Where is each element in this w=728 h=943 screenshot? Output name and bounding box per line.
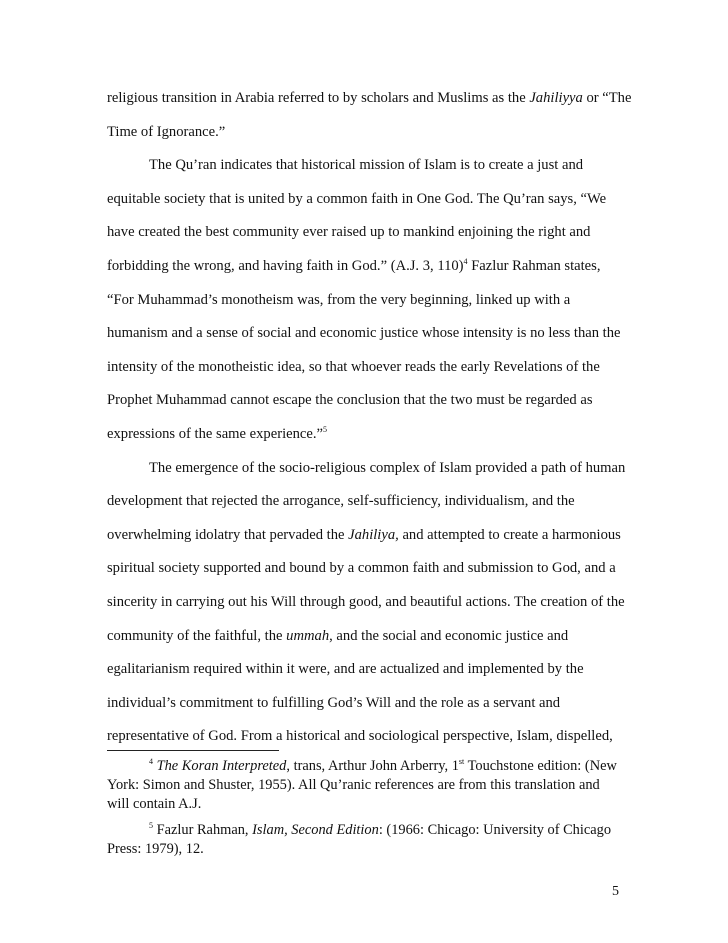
text-run: The Qu’ran indicates that historical mission of Islam is to create a just and [149,157,584,174]
text-run: sincerity in carrying out his Will through good, and beautiful actions. The creation of the [107,593,625,610]
italic-text: Islam, Second Edition [252,822,379,838]
text-run: will contain A.J. [107,796,202,812]
text-run: intensity of the monotheistic idea, so that whoever reads the early Revelations of the [107,358,600,375]
text-run: spiritual society supported and bound by a common faith and submission to God, and a [107,560,616,577]
text-run: expressions of the same experience.” [107,425,323,442]
footnote-reference: st [458,757,465,766]
text-line [107,620,625,654]
text-run: Touchstone edition: (New [464,758,617,774]
text-line [107,452,625,486]
text-run: The emergence of the socio-religious complex of Islam provided a path of human [149,459,626,476]
text-run: : (1966: Chicago: University of Chicago [378,822,612,838]
text-run: forbidding the wrong, and having faith in God.” (A.J. 3, 110) [107,257,464,274]
text-run: individual’s commitment to fulfilling God’s Will and the role as a servant and [107,694,561,711]
text-run: Prophet Muhammad cannot escape the conclusion that the two must be regarded as [107,392,593,409]
text-line [107,653,625,687]
footnote-4 [107,757,627,814]
text-run: Time of Ignorance.” [107,123,226,140]
text-run: Press: 1979), 12. [107,841,204,857]
footnote-reference: 4 [463,256,468,266]
text-run: “For Muhammad’s monotheism was, from the very beginning, linked up with a [107,291,571,308]
footnote-separator [107,750,279,751]
text-line [107,250,625,284]
text-run: equitable society that is united by a common faith in One God. The Qu’ran says, “We [107,190,607,207]
text-line [107,82,632,116]
text-run: Fazlur Rahman states, [467,257,601,274]
italic-text: The Koran Interpreted [156,758,287,774]
text-run: Fazlur Rahman, [153,822,253,838]
italic-text: Jahiliyya [529,90,583,106]
text-run: overwhelming idolatry that pervaded the [107,526,349,543]
footnote-line [107,795,627,814]
text-run: or “The [582,90,632,106]
text-line [107,284,625,318]
italic-text: Jahiliya, [348,526,399,543]
footnote-reference: 5 [149,821,153,830]
text-run: egalitarianism required within it were, and are actualized and implemented by the [107,661,584,678]
text-line [107,687,625,721]
text-run: , and the social and economic justice and [329,627,569,644]
text-run: development that rejected the arrogance, self-sufficiency, individualism, and the [107,493,575,510]
text-run: community of the faithful, the [107,627,287,644]
text-run: have created the best community ever raised up to mankind enjoining the right and [107,224,591,241]
footnote-reference: 5 [322,424,327,434]
page-number: 5 [612,884,619,899]
text-line [107,116,625,150]
text-run: , trans, Arthur John Arberry, 1 [286,758,459,774]
text-run: representative of God. From a historical and sociological perspective, Islam, dispelled, [107,728,613,745]
text-line [107,552,625,586]
text-line [107,418,625,452]
footnote-reference: 4 [149,757,153,766]
italic-text: ummah [286,627,330,644]
text-line [107,485,625,519]
text-run: religious transition in Arabia referred to by scholars and Muslims as the [107,90,530,106]
text-line [107,384,625,418]
footnote-line [107,840,627,859]
text-run: humanism and a sense of social and economic justice whose intensity is no less than the [107,325,621,342]
footnote-line [107,821,627,840]
footnote-line [107,757,627,776]
footnote-line [107,776,627,795]
text-line [107,351,625,385]
text-line [107,149,625,183]
body-text [107,82,632,754]
text-line [107,720,625,754]
text-run: York: Simon and Shuster, 1955). All Qu’ranic references are from this translation and [107,777,600,793]
text-line [107,216,625,250]
text-line [107,519,625,553]
footnote-5 [107,821,627,859]
text-line [107,317,625,351]
text-run: and attempted to create a harmonious [398,526,621,543]
text-line [107,183,625,217]
text-line [107,586,625,620]
